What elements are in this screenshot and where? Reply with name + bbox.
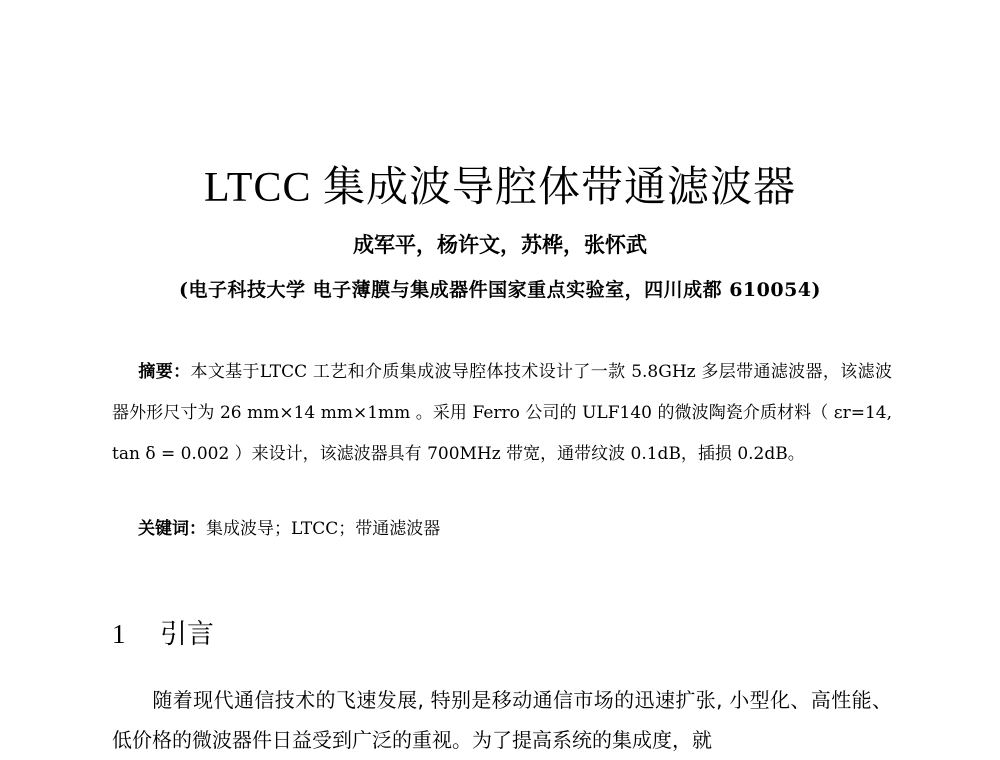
section-heading — [112, 612, 214, 657]
abstract-text: 本文基于LTCC 工艺和介质集成波导腔体技术设计了一款 5.8GHz 多层带通滤波器，该滤波器外形尺寸为 26 mm×14 mm×1mm 。采用 Ferro 公司的 ULF140 的微波陶瓷介质材料（ εr=14, tan δ = 0.002 ）来设计，该滤波器具有 700MHz 带宽，通带纹波 0.1dB，插损 0.2dB。 — [112, 362, 892, 464]
abstract-label: 摘要： — [138, 362, 191, 382]
paper-title: LTCC 集成波导腔体带通滤波器 — [204, 165, 796, 211]
body-paragraph — [112, 680, 892, 760]
affiliation: (电子科技大学 电子薄膜与集成器件国家重点实验室，四川成都 610054) — [178, 279, 822, 301]
author-list: 成军平，杨许文，苏桦，张怀武 — [353, 232, 647, 257]
section-number: 1 — [112, 619, 126, 649]
body-text: 随着现代通信技术的飞速发展, 特别是移动通信市场的迅速扩张, 小型化、高性能、低价格的微波器件日益受到广泛的重视。为了提高系统的集成度，就 — [112, 688, 892, 752]
keywords-label: 关键词： — [138, 519, 206, 539]
keywords — [138, 514, 440, 544]
keywords-text: 集成波导；LTCC；带通滤波器 — [206, 519, 441, 539]
abstract — [112, 352, 892, 475]
section-title: 引言 — [160, 619, 214, 650]
